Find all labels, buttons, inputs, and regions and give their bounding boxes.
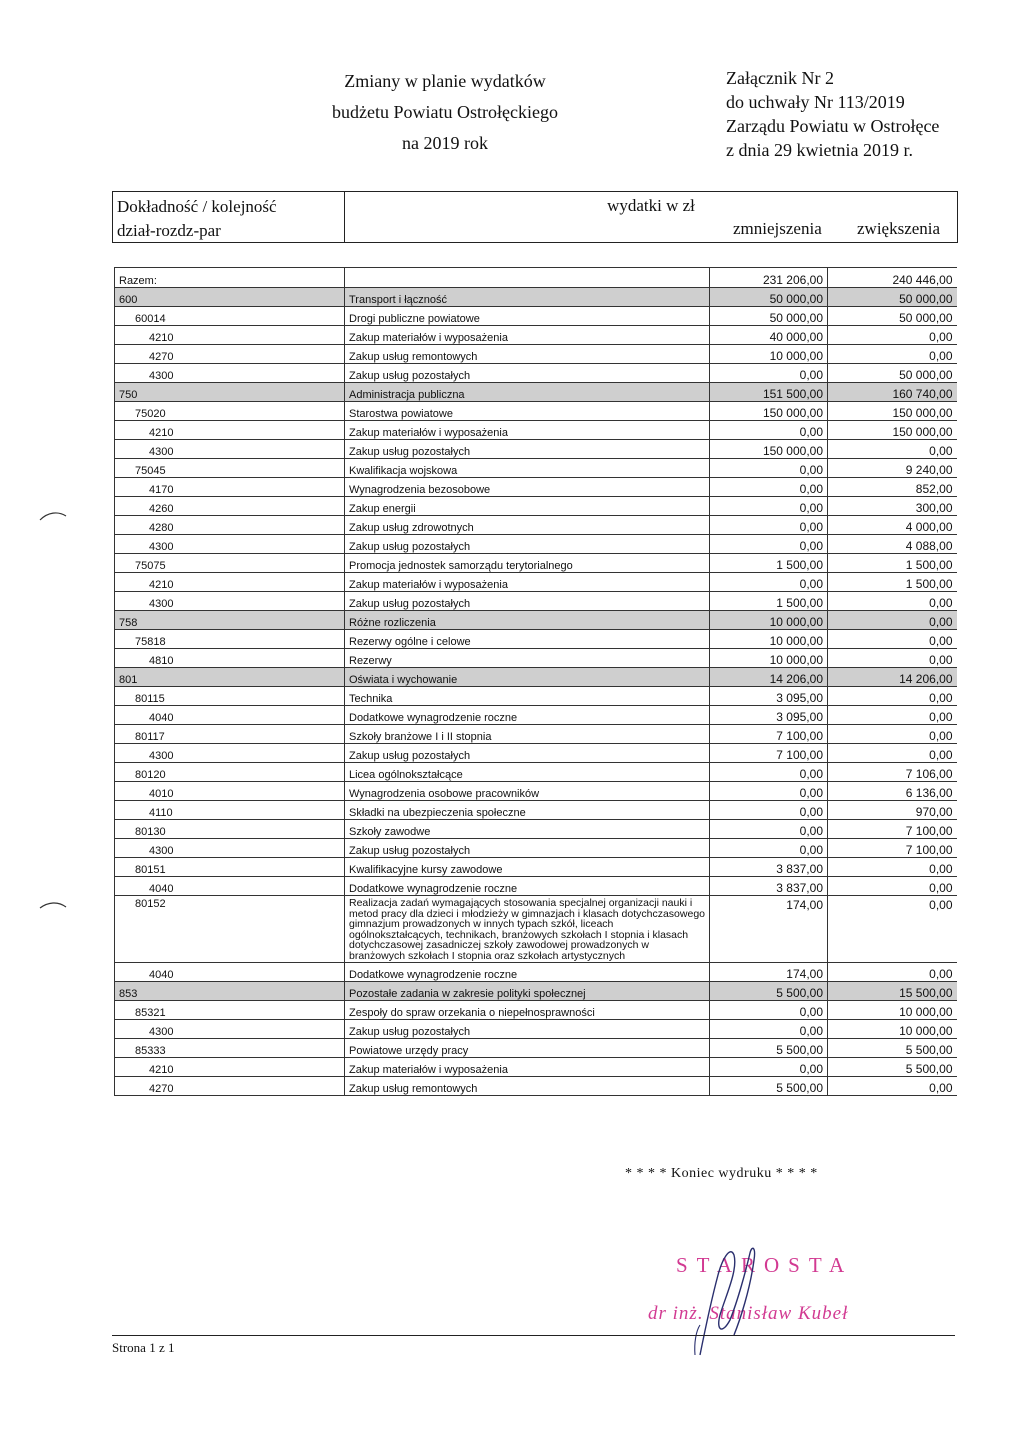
row-code: 4300	[115, 440, 345, 459]
table-row	[115, 421, 957, 440]
row-description: Zakup usług remontowych	[345, 345, 710, 364]
table-row	[115, 307, 957, 326]
row-decrease-value: 5 500,00	[710, 1076, 828, 1095]
table-row	[115, 839, 957, 858]
row-code: 75075	[115, 554, 345, 573]
table-row	[115, 1019, 957, 1038]
table-row	[115, 1038, 957, 1057]
row-decrease-value: 50 000,00	[710, 288, 828, 307]
annex-line-2: do uchwały Nr 113/2019	[726, 92, 905, 112]
table-row-section	[115, 668, 957, 687]
annex-line-1: Załącznik Nr 2	[726, 68, 834, 88]
row-description: Powiatowe urzędy pracy	[345, 1038, 710, 1057]
stamp-title: STAROSTA	[676, 1253, 854, 1277]
table-row	[115, 820, 957, 839]
row-code: 853	[115, 981, 345, 1000]
row-increase-value: 150 000,00	[828, 421, 957, 440]
row-description: Zakup usług pozostałych	[345, 839, 710, 858]
row-code: 4300	[115, 839, 345, 858]
row-code: 4810	[115, 649, 345, 668]
row-code: 4210	[115, 1057, 345, 1076]
row-code: 4170	[115, 478, 345, 497]
row-decrease-value: 10 000,00	[710, 649, 828, 668]
row-code: 4040	[115, 962, 345, 981]
table-row	[115, 402, 957, 421]
row-description: Zakup materiałów i wyposażenia	[345, 1057, 710, 1076]
row-description: Dodatkowe wynagrodzenie roczne	[345, 877, 710, 896]
table-row	[115, 440, 957, 459]
row-description: Rezerwy	[345, 649, 710, 668]
row-description: Wynagrodzenia osobowe pracowników	[345, 782, 710, 801]
table-row	[115, 478, 957, 497]
row-decrease-value: 0,00	[710, 1000, 828, 1019]
row-decrease-value: 0,00	[710, 801, 828, 820]
table-row	[115, 1000, 957, 1019]
row-increase-value: 15 500,00	[828, 981, 957, 1000]
row-description: Różne rozliczenia	[345, 611, 710, 630]
row-code: 80152	[115, 896, 345, 963]
row-code: 4210	[115, 421, 345, 440]
row-description: Zakup usług pozostałych	[345, 592, 710, 611]
stamp-name: dr inż. Stanisław Kubeł	[648, 1303, 849, 1324]
row-code: 4010	[115, 782, 345, 801]
table-row	[115, 687, 957, 706]
row-increase-value: 5 500,00	[828, 1057, 957, 1076]
row-increase-value: 0,00	[828, 706, 957, 725]
row-decrease-value: 10 000,00	[710, 630, 828, 649]
table-row	[115, 706, 957, 725]
row-description: Zakup usług zdrowotnych	[345, 516, 710, 535]
row-description: Wynagrodzenia bezosobowe	[345, 478, 710, 497]
row-description: Technika	[345, 687, 710, 706]
table-row	[115, 345, 957, 364]
table-row	[115, 877, 957, 896]
row-description: Dodatkowe wynagrodzenie roczne	[345, 706, 710, 725]
row-increase-value: 0,00	[828, 326, 957, 345]
row-increase-value: 50 000,00	[828, 307, 957, 326]
row-description: Zakup usług pozostałych	[345, 744, 710, 763]
row-decrease-value: 0,00	[710, 497, 828, 516]
row-code: 80130	[115, 820, 345, 839]
row-increase-value: 852,00	[828, 478, 957, 497]
title-line-3: na 2019 rok	[402, 133, 488, 153]
row-decrease-value: 3 837,00	[710, 877, 828, 896]
row-code: 80117	[115, 725, 345, 744]
row-description: Drogi publiczne powiatowe	[345, 307, 710, 326]
row-code: 4300	[115, 1019, 345, 1038]
row-decrease-value: 151 500,00	[710, 383, 828, 402]
row-decrease-value: 0,00	[710, 820, 828, 839]
row-increase-value: 0,00	[828, 1076, 957, 1095]
row-code: 750	[115, 383, 345, 402]
row-increase-value: 0,00	[828, 725, 957, 744]
table-row	[115, 554, 957, 573]
row-increase-value: 1 500,00	[828, 573, 957, 592]
row-description: Rezerwy ogólne i celowe	[345, 630, 710, 649]
row-code: 4260	[115, 497, 345, 516]
row-decrease-value: 150 000,00	[710, 440, 828, 459]
row-description: Składki na ubezpieczenia społeczne	[345, 801, 710, 820]
title-line-1: Zmiany w planie wydatków	[344, 71, 546, 91]
row-increase-value: 0,00	[828, 877, 957, 896]
row-code: 75818	[115, 630, 345, 649]
table-row	[115, 744, 957, 763]
row-code: 4040	[115, 706, 345, 725]
row-description: Kwalifikacyjne kursy zawodowe	[345, 858, 710, 877]
row-description: Zakup materiałów i wyposażenia	[345, 573, 710, 592]
row-decrease-value: 5 500,00	[710, 981, 828, 1000]
row-code: 600	[115, 288, 345, 307]
row-decrease-value: 150 000,00	[710, 402, 828, 421]
table-row	[115, 326, 957, 345]
punch-mark-upper	[38, 508, 68, 522]
row-decrease-value: 174,00	[710, 962, 828, 981]
table-row	[115, 649, 957, 668]
row-decrease-value: 231 206,00	[710, 268, 828, 288]
expenses-table	[114, 267, 957, 1096]
row-increase-value: 0,00	[828, 962, 957, 981]
row-description: Zakup usług remontowych	[345, 1076, 710, 1095]
row-description: Szkoły branżowe I i II stopnia	[345, 725, 710, 744]
row-increase-value: 970,00	[828, 801, 957, 820]
table-row	[115, 516, 957, 535]
row-code: 4280	[115, 516, 345, 535]
row-code: 4300	[115, 364, 345, 383]
annex-line-4: z dnia 29 kwietnia 2019 r.	[726, 140, 913, 160]
table-row	[115, 725, 957, 744]
row-code: 75020	[115, 402, 345, 421]
row-code: 4210	[115, 326, 345, 345]
header-precision-label: Dokładność / kolejność	[117, 197, 277, 216]
table-row	[115, 1057, 957, 1076]
table-row	[115, 763, 957, 782]
row-description: Dodatkowe wynagrodzenie roczne	[345, 962, 710, 981]
row-description: Starostwa powiatowe	[345, 402, 710, 421]
row-increase-value: 0,00	[828, 896, 957, 963]
row-description: Zakup usług pozostałych	[345, 364, 710, 383]
row-decrease-value: 1 500,00	[710, 592, 828, 611]
row-code: 4270	[115, 345, 345, 364]
row-code: 758	[115, 611, 345, 630]
row-decrease-value: 10 000,00	[710, 345, 828, 364]
row-description: Pozostałe zadania w zakresie polityki społecznej	[345, 981, 710, 1000]
row-decrease-value: 3 095,00	[710, 687, 828, 706]
row-description	[345, 268, 710, 288]
document-title	[280, 66, 610, 159]
row-increase-value: 50 000,00	[828, 288, 957, 307]
row-increase-value: 7 100,00	[828, 839, 957, 858]
table-row	[115, 896, 957, 963]
row-increase-value: 0,00	[828, 649, 957, 668]
row-code: 4270	[115, 1076, 345, 1095]
table-row-section	[115, 981, 957, 1000]
table-row	[115, 535, 957, 554]
expenses-table-body	[115, 268, 957, 1096]
row-increase-value: 0,00	[828, 345, 957, 364]
row-increase-value: 150 000,00	[828, 402, 957, 421]
row-code: 60014	[115, 307, 345, 326]
header-expenses-label: wydatki w zł	[607, 196, 695, 215]
table-row	[115, 364, 957, 383]
row-decrease-value: 0,00	[710, 573, 828, 592]
punch-mark-lower	[38, 898, 68, 912]
row-code: 85333	[115, 1038, 345, 1057]
row-code: 75045	[115, 459, 345, 478]
header-increase-label: zwiększenia	[857, 219, 941, 238]
row-decrease-value: 0,00	[710, 459, 828, 478]
row-increase-value: 4 000,00	[828, 516, 957, 535]
row-increase-value: 0,00	[828, 744, 957, 763]
row-description: Realizacja zadań wymagających stosowania specjalnej organizacji nauki i metod pracy dla dzieci i młodzieży w gimnazjach i klasach dotychczasowego gimnazjum prowadzonych w innych typach szkół, liceach ogólnokształcących, technikach, branżowych szkołach I stopnia i klasach dotychczasowej zasadniczej szkoły zawodowej prowadzonych w branżowych szkołach I stopnia oraz szkołach artystycznych	[345, 896, 710, 963]
row-increase-value: 160 740,00	[828, 383, 957, 402]
row-decrease-value: 0,00	[710, 1057, 828, 1076]
row-description: Zakup usług pozostałych	[345, 440, 710, 459]
row-decrease-value: 0,00	[710, 478, 828, 497]
row-code: 4040	[115, 877, 345, 896]
table-row	[115, 962, 957, 981]
row-decrease-value: 0,00	[710, 516, 828, 535]
row-decrease-value: 0,00	[710, 421, 828, 440]
table-row	[115, 782, 957, 801]
row-increase-value: 0,00	[828, 687, 957, 706]
annex-reference	[726, 66, 939, 162]
table-row	[115, 573, 957, 592]
row-decrease-value: 174,00	[710, 896, 828, 963]
row-decrease-value: 0,00	[710, 535, 828, 554]
row-increase-value: 0,00	[828, 592, 957, 611]
row-decrease-value: 5 500,00	[710, 1038, 828, 1057]
row-description: Zespoły do spraw orzekania o niepełnosprawności	[345, 1000, 710, 1019]
row-increase-value: 10 000,00	[828, 1019, 957, 1038]
row-description: Administracja publiczna	[345, 383, 710, 402]
row-increase-value: 0,00	[828, 440, 957, 459]
row-code: 85321	[115, 1000, 345, 1019]
annex-line-3: Zarządu Powiatu w Ostrołęce	[726, 116, 940, 136]
row-code: 80115	[115, 687, 345, 706]
row-description: Kwalifikacja wojskowa	[345, 459, 710, 478]
row-code: 4300	[115, 744, 345, 763]
row-decrease-value: 40 000,00	[710, 326, 828, 345]
row-code: 4300	[115, 535, 345, 554]
row-decrease-value: 7 100,00	[710, 725, 828, 744]
row-increase-value: 4 088,00	[828, 535, 957, 554]
row-description: Zakup usług pozostałych	[345, 535, 710, 554]
row-increase-value: 7 106,00	[828, 763, 957, 782]
row-description: Licea ogólnokształcące	[345, 763, 710, 782]
row-description: Zakup energii	[345, 497, 710, 516]
header-decrease-label: zmniejszenia	[733, 219, 822, 238]
row-increase-value: 50 000,00	[828, 364, 957, 383]
row-code: Razem:	[115, 268, 345, 288]
row-increase-value: 10 000,00	[828, 1000, 957, 1019]
title-line-2: budżetu Powiatu Ostrołęckiego	[332, 102, 558, 122]
row-increase-value: 240 446,00	[828, 268, 957, 288]
row-decrease-value: 7 100,00	[710, 744, 828, 763]
row-increase-value: 6 136,00	[828, 782, 957, 801]
row-decrease-value: 14 206,00	[710, 668, 828, 687]
row-decrease-value: 10 000,00	[710, 611, 828, 630]
row-increase-value: 9 240,00	[828, 459, 957, 478]
row-description: Transport i łączność	[345, 288, 710, 307]
table-row	[115, 592, 957, 611]
row-decrease-value: 50 000,00	[710, 307, 828, 326]
table-row-section	[115, 383, 957, 402]
table-row	[115, 1076, 957, 1095]
row-increase-value: 7 100,00	[828, 820, 957, 839]
row-increase-value: 0,00	[828, 858, 957, 877]
row-increase-value: 1 500,00	[828, 554, 957, 573]
row-code: 80151	[115, 858, 345, 877]
row-increase-value: 0,00	[828, 611, 957, 630]
row-decrease-value: 0,00	[710, 763, 828, 782]
row-code: 4210	[115, 573, 345, 592]
row-description: Zakup materiałów i wyposażenia	[345, 326, 710, 345]
row-decrease-value: 0,00	[710, 364, 828, 383]
row-description: Promocja jednostek samorządu terytorialnego	[345, 554, 710, 573]
row-description: Oświata i wychowanie	[345, 668, 710, 687]
row-description: Zakup usług pozostałych	[345, 1019, 710, 1038]
row-decrease-value: 0,00	[710, 839, 828, 858]
table-row-section	[115, 611, 957, 630]
row-decrease-value: 0,00	[710, 1019, 828, 1038]
table-row-section	[115, 288, 957, 307]
page-number: Strona 1 z 1	[112, 1340, 175, 1355]
row-decrease-value: 3 837,00	[710, 858, 828, 877]
header-left-cell	[113, 192, 345, 242]
row-code: 4110	[115, 801, 345, 820]
row-decrease-value: 1 500,00	[710, 554, 828, 573]
end-of-printout: * * * * Koniec wydruku * * * *	[625, 1166, 818, 1181]
table-row	[115, 497, 957, 516]
row-increase-value: 5 500,00	[828, 1038, 957, 1057]
footer-rule	[112, 1335, 955, 1336]
row-increase-value: 0,00	[828, 630, 957, 649]
table-header	[112, 191, 958, 243]
row-increase-value: 300,00	[828, 497, 957, 516]
header-classification-label: dział-rozdz-par	[117, 221, 221, 240]
row-increase-value: 14 206,00	[828, 668, 957, 687]
table-row	[115, 459, 957, 478]
row-decrease-value: 3 095,00	[710, 706, 828, 725]
row-decrease-value: 0,00	[710, 782, 828, 801]
table-row	[115, 858, 957, 877]
table-row-total	[115, 268, 957, 288]
row-description: Szkoły zawodwe	[345, 820, 710, 839]
row-code: 80120	[115, 763, 345, 782]
row-code: 4300	[115, 592, 345, 611]
table-row	[115, 630, 957, 649]
signature	[660, 1235, 780, 1365]
row-description: Zakup materiałów i wyposażenia	[345, 421, 710, 440]
row-code: 801	[115, 668, 345, 687]
table-row	[115, 801, 957, 820]
